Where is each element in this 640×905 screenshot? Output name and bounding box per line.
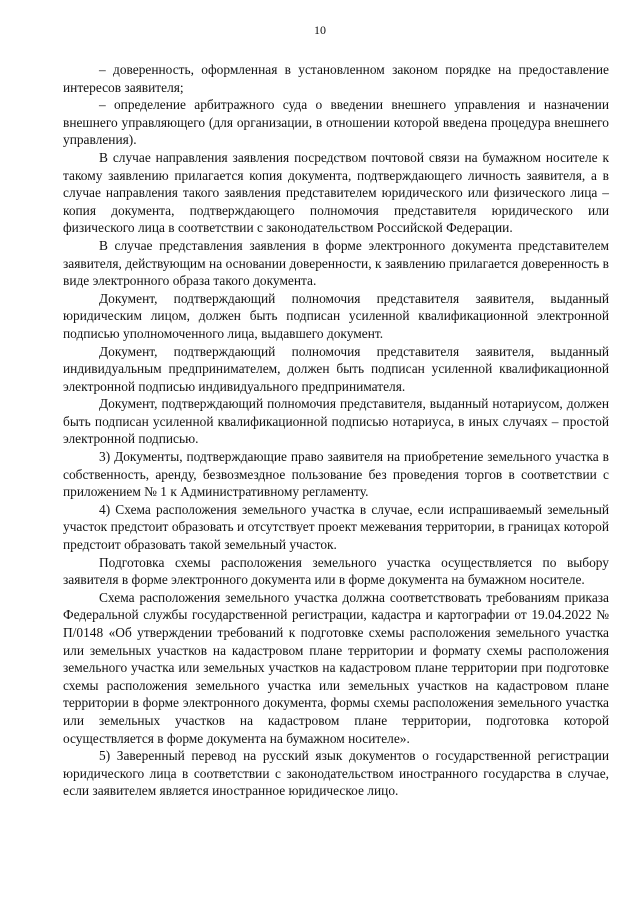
document-body [63, 61, 609, 800]
paragraph: 5) Заверенный перевод на русский язык документов о государственной регистрации юридического лица в соответствии с законодательством иностранного государства в случае, если заявителем является иностранное юридическое лицо. [63, 748, 609, 799]
paragraph: Подготовка схемы расположения земельного участка осуществляется по выбору заявителя в форме электронного документа или в форме документа на бумажном носителе. [63, 554, 609, 588]
paragraph: – определение арбитражного суда о введении внешнего управления и назначении внешнего управляющего (для организации, в отношении которой введена процедура внешнего управления). [63, 97, 609, 148]
paragraph: В случае направления заявления посредством почтовой связи на бумажном носителе к такому заявлению прилагается копия документа, подтверждающего личность заявителя, а в случае направления такого заявления представителем юридического или физического лица – копия документа, подтверждающего полномочия представителя юридического или физического лица в соответствии с законодательством Российской Федерации. [63, 149, 609, 236]
page-number: 10 [314, 23, 326, 37]
paragraph: В случае представления заявления в форме электронного документа представителем заявителя, действующим на основании доверенности, к заявлению прилагается доверенность в виде электронного образа такого документа. [63, 237, 609, 289]
paragraph: – доверенность, оформленная в установленном законом порядке на предоставление интересов заявителя; [63, 62, 609, 95]
paragraph: Схема расположения земельного участка должна соответствовать требованиям приказа Федеральной службы государственной регистрации, кадастра и картографии от 19.04.2022 № П/0148 «Об утверждении требований к подготовке схемы расположения земельного участка или земельных участков на кадастровом плане территории и формату схемы расположения земельного участка или земельных участков на кадастровом плане территории при подготовке схемы расположения земельного участка или земельных участков на кадастровом плане территории в форме электронного документа, формы схемы расположения земельного участка или земельных участков на кадастровом плане территории, подготовка которой осуществляется в форме документа на бумажном носителе». [63, 589, 609, 746]
paragraph: Документ, подтверждающий полномочия представителя, выданный нотариусом, должен быть подписан усиленной квалификационной подписью нотариуса, в иных случаях – простой электронной подписью. [63, 396, 609, 447]
paragraph: 3) Документы, подтверждающие право заявителя на приобретение земельного участка в собственность, аренду, безвозмездное пользование без проведения торгов в соответствии с приложением № 1 к Административному регламенту. [63, 449, 609, 500]
paragraph: Документ, подтверждающий полномочия представителя заявителя, выданный юридическим лицом, должен быть подписан усиленной квалификационной электронной подписью уполномоченного лица, выдавшего документ. [63, 290, 609, 341]
paragraph: Документ, подтверждающий полномочия представителя заявителя, выданный индивидуальным предпринимателем, должен быть подписан усиленной квалификационной электронной подписью индивидуального предпринимателя. [63, 343, 609, 394]
paragraph: 4) Схема расположения земельного участка в случае, если испрашиваемый земельный участок предстоит образовать и отсутствует проект межевания территории, в границах которой предстоит образовать такой земельный участок. [63, 501, 609, 553]
